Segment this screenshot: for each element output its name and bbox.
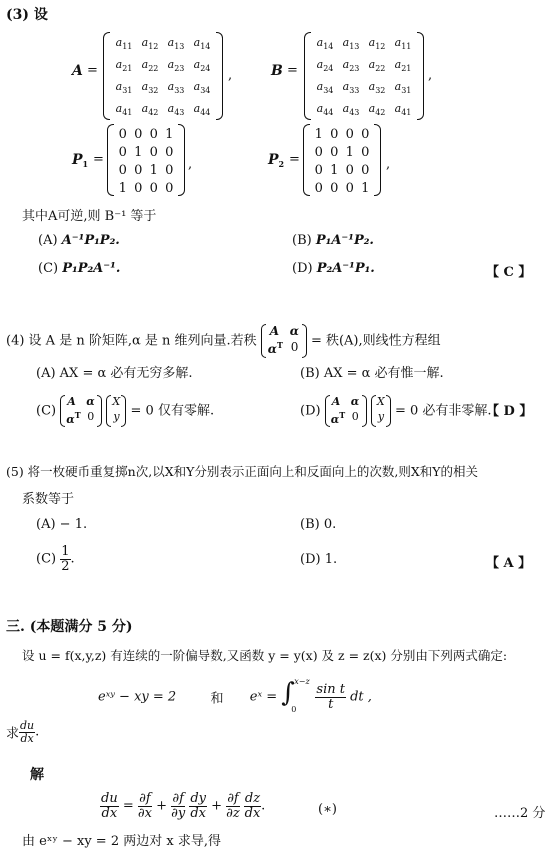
matrix-entry: $a_{44}$: [193, 101, 211, 117]
matrix-b-label: B: [271, 63, 283, 79]
matrix-entry: $a_{34}$: [316, 79, 334, 95]
matrix-entry: $a_{12}$: [368, 35, 386, 51]
fraction: $\frac{\text{sin t}}{t}$: [316, 681, 345, 712]
q5-option-c: (C) $\frac{1}{2}$ .: [36, 544, 75, 574]
fraction: $\frac{\partial f}{\partial x}$: [137, 791, 152, 821]
q3-option-c: (C) P₁P₂A⁻¹.: [38, 261, 121, 276]
q5-option-a: (A) − 1.: [36, 517, 88, 532]
chain-rule-equation: $\frac{du}{dx}$ = $\frac{\partial f}{\partial x}$ + $\frac{\partial f}{\partial y}$ $\frac{dy}{dx}$ + $\frac{\partial f}{\partial z}$ $\frac{dz}{dx}$ .: [101, 791, 266, 821]
matrix-entry: $a_{42}$: [141, 101, 159, 117]
matrix-entry: 0: [345, 163, 354, 179]
matrix-entry: 0: [330, 145, 339, 161]
integral: ∫ x−z 0: [281, 677, 310, 714]
matrix-entry: $a_{23}$: [342, 57, 360, 73]
q3-option-b: (B) P₁A⁻¹P₂.: [292, 233, 374, 248]
matrix-entry: $a_{33}$: [342, 79, 360, 95]
q5-stem-line2: 系数等于: [22, 492, 75, 507]
block-matrix: A α $\alpha^T$ 0: [261, 324, 307, 358]
matrix-entry: 1: [165, 127, 174, 143]
ask-derivative: 求 $\frac{du}{dx}$ .: [6, 719, 40, 745]
matrix-entry: 0: [165, 145, 174, 161]
matrix-entry: $a_{21}$: [115, 57, 133, 73]
left-bracket: [103, 32, 110, 120]
left-bracket: [107, 124, 114, 196]
matrix-entry: $a_{22}$: [368, 57, 386, 73]
matrix-entry: 0: [134, 181, 143, 197]
q4-option-a: (A) AX = α 必有无穷多解.: [36, 366, 193, 381]
score-note: ……2 分: [494, 806, 546, 821]
matrix-entry: $a_{12}$: [141, 35, 159, 51]
fraction: $\frac{dz}{dx}$: [244, 791, 261, 821]
right-bracket: [374, 124, 381, 196]
q3-answer: 【 C 】: [486, 265, 532, 280]
matrix-entry: 0: [314, 181, 323, 197]
right-bracket: [417, 32, 424, 120]
matrix-entry: 0: [345, 181, 354, 197]
matrix-p2: [303, 124, 381, 196]
fraction: $\frac{du}{dx}$: [101, 791, 118, 821]
matrix-a-label: A: [72, 63, 83, 79]
matrix-entry: 1: [314, 127, 323, 143]
matrix-entry: 0: [149, 181, 158, 197]
q5-option-b: (B) 0.: [300, 517, 337, 532]
section3-title: 三. (本题满分 5 分): [6, 619, 133, 635]
matrix-a: [103, 32, 223, 120]
matrix-entry: 0: [361, 145, 370, 161]
equals-sign: =: [287, 63, 298, 78]
q3-condition: 其中A可逆,则 B⁻¹ 等于: [22, 209, 157, 224]
matrix-entry: 0: [361, 127, 370, 143]
matrix-entry: 0: [330, 181, 339, 197]
matrix-entry: 0: [118, 127, 127, 143]
q4-option-d: (D) A α $\alpha^T$ 0 X y = 0 必有非零解.: [300, 395, 492, 426]
vector-xy: X y: [371, 395, 391, 427]
matrix-entry: 1: [330, 163, 339, 179]
matrix-p1: [107, 124, 185, 196]
matrix-entry: $a_{43}$: [167, 101, 185, 117]
matrix-entry: $a_{34}$: [193, 79, 211, 95]
matrix-entry: 0: [118, 163, 127, 179]
solution-label: 解: [30, 767, 44, 783]
block-matrix: A α $\alpha^T$ 0: [325, 395, 367, 427]
matrix-entry: 0: [361, 163, 370, 179]
comma: ,: [228, 68, 233, 83]
q5-answer: 【 A 】: [486, 556, 532, 571]
q3-option-a: (A) A⁻¹P₁P₂.: [38, 233, 120, 248]
matrix-b: [304, 32, 424, 120]
comma: ,: [386, 157, 391, 172]
fraction: $\frac{\partial f}{\partial y}$: [171, 791, 186, 821]
matrix-entry: $a_{14}$: [193, 35, 211, 51]
q3-heading: (3) 设: [6, 7, 48, 23]
matrix-entry: $a_{11}$: [394, 35, 412, 51]
equals-sign: =: [87, 63, 98, 78]
matrix-entry: $a_{41}$: [115, 101, 133, 117]
equation-tag: (∗): [318, 802, 337, 817]
matrix-entry: 0: [118, 145, 127, 161]
q4-option-b: (B) AX = α 必有惟一解.: [300, 366, 444, 381]
q4-answer: 【 D 】: [486, 404, 533, 419]
block-matrix: A α $\alpha^T$ 0: [60, 395, 102, 427]
matrix-entry: 1: [345, 145, 354, 161]
matrix-entry: 0: [149, 145, 158, 161]
matrix-entry: 0: [314, 163, 323, 179]
matrix-p1-label: $P_1$: [72, 152, 89, 169]
matrix-entry: 0: [165, 181, 174, 197]
matrix-entry: 1: [134, 145, 143, 161]
matrix-entry: 0: [345, 127, 354, 143]
matrix-entry: 0: [134, 163, 143, 179]
matrix-entry: $a_{32}$: [368, 79, 386, 95]
section3-statement: 设 u = f(x,y,z) 有连续的一阶偏导数,又函数 y = y(x) 及 z = z(x) 分别由下列两式确定:: [22, 648, 508, 663]
matrix-entry: $a_{41}$: [394, 101, 412, 117]
vector-xy: X y: [106, 395, 126, 427]
matrix-entry: 0: [314, 145, 323, 161]
defining-equations: eˣʸ − xy = 2 和 eˣ = ∫ x−z 0 $\frac{\text{sin t}}{t}$ dt ,: [98, 677, 372, 714]
equals-sign: =: [93, 152, 104, 167]
matrix-entry: $a_{44}$: [316, 101, 334, 117]
q3-option-d: (D) P₂A⁻¹P₁.: [292, 261, 375, 276]
matrix-entry: 1: [361, 181, 370, 197]
right-bracket: [178, 124, 185, 196]
q4-option-c: (C) A α $\alpha^T$ 0 X y = 0 仅有零解.: [36, 395, 215, 426]
comma: ,: [188, 157, 193, 172]
q5-stem-line1: (5) 将一枚硬币重复掷n次,以X和Y分别表示正面向上和反面向上的次数,则X和Y的相关: [6, 464, 478, 479]
equals-sign: =: [289, 152, 300, 167]
matrix-entry: $a_{13}$: [167, 35, 185, 51]
matrix-entry: $a_{32}$: [141, 79, 159, 95]
matrix-entry: $a_{22}$: [141, 57, 159, 73]
matrix-entry: 0: [330, 127, 339, 143]
q4-stem: (4) 设 A 是 n 阶矩阵,α 是 n 维列向量.若秩 A α $\alpha^T$ 0 = 秩(A),则线性方程组: [6, 324, 441, 356]
matrix-entry: $a_{31}$: [394, 79, 412, 95]
matrix-entry: 1: [149, 163, 158, 179]
fraction: $\frac{du}{dx}$: [20, 719, 35, 745]
matrix-entry: $a_{23}$: [167, 57, 185, 73]
right-bracket: [216, 32, 223, 120]
fraction: $\frac{\partial f}{\partial z}$: [226, 791, 240, 821]
matrix-entry: $a_{31}$: [115, 79, 133, 95]
q5-option-d: (D) 1.: [300, 552, 338, 567]
matrix-entry: $a_{43}$: [342, 101, 360, 117]
matrix-entry: $a_{33}$: [167, 79, 185, 95]
matrix-entry: $a_{24}$: [193, 57, 211, 73]
matrix-entry: 0: [134, 127, 143, 143]
matrix-entry: 0: [165, 163, 174, 179]
matrix-entry: $a_{11}$: [115, 35, 133, 51]
fraction: $\frac{dy}{dx}$: [190, 791, 206, 821]
matrix-entry: $a_{24}$: [316, 57, 334, 73]
left-bracket: [304, 32, 311, 120]
matrix-entry: 1: [118, 181, 127, 197]
matrix-entry: $a_{42}$: [368, 101, 386, 117]
matrix-entry: $a_{13}$: [342, 35, 360, 51]
solution-step: 由 eˣʸ − xy = 2 两边对 x 求导,得: [22, 834, 221, 849]
left-bracket: [303, 124, 310, 196]
matrix-p2-label: $P_2$: [268, 152, 285, 169]
comma: ,: [428, 68, 433, 83]
matrix-entry: 0: [149, 127, 158, 143]
fraction: $\frac{1}{2}$: [61, 544, 70, 574]
matrix-entry: $a_{21}$: [394, 57, 412, 73]
matrix-entry: $a_{14}$: [316, 35, 334, 51]
